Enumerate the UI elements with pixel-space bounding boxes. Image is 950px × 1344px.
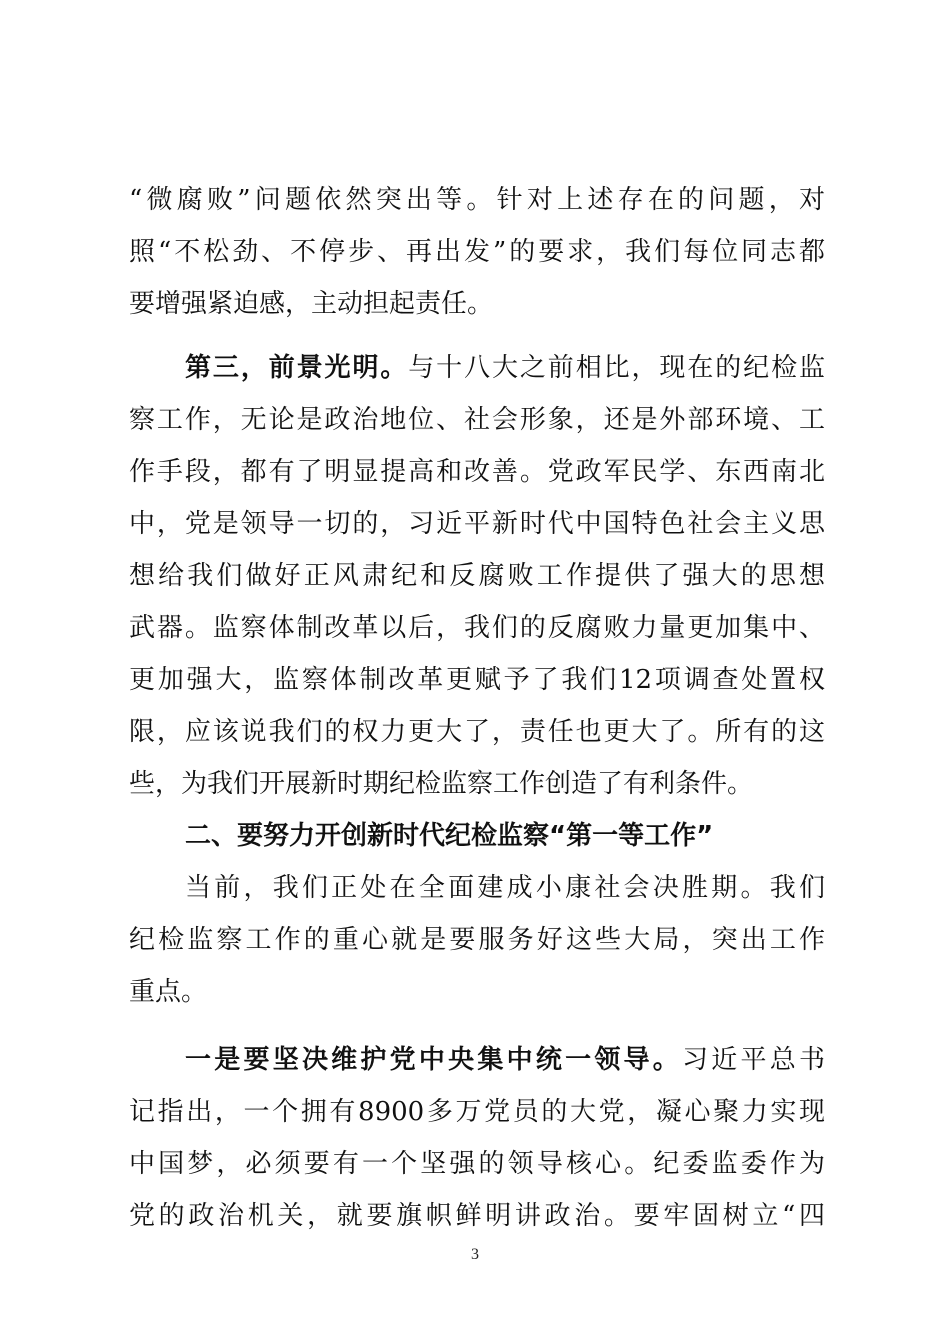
text-line: 察工作，无论是政治地位、社会形象，还是外部环境、工 [129, 405, 825, 435]
document-body [129, 174, 825, 1242]
section-heading: 二、要努力开创新时代纪检监察“第一等工作” [185, 821, 714, 851]
text-line: 纪检监察工作的重心就是要服务好这些大局，突出工作 [129, 925, 825, 955]
text-line: 重点。 [129, 977, 208, 1007]
bold-lead: 一是要坚决维护党中央集中统一领导。 [185, 1045, 683, 1075]
text-line: 作手段，都有了明显提高和改善。党政军民学、东西南北 [129, 457, 825, 487]
text-line: 要增强紧迫感，主动担起责任。 [129, 289, 494, 319]
text-line: 照“不松劲、不停步、再出发”的要求，我们每位同志都 [129, 237, 825, 267]
text-line: 武器。监察体制改革以后，我们的反腐败力量更加集中、 [129, 613, 825, 643]
page-number: 3 [471, 1246, 479, 1263]
text-line: 更加强大，监察体制改革更赋予了我们12项调查处置权 [129, 665, 825, 695]
bold-lead: 第三，前景光明。 [185, 353, 409, 383]
text-span: 习近平总书 [682, 1045, 825, 1075]
paragraph-first-line [129, 342, 825, 394]
text-line: 些，为我们开展新时期纪检监察工作创造了有利条件。 [129, 769, 754, 799]
paragraph-first-line: 当前，我们正处在全面建成小康社会决胜期。我们 [185, 873, 825, 903]
text-line: 党的政治机关，就要旗帜鲜明讲政治。要牢固树立“四 [129, 1201, 825, 1231]
text-line: 限，应该说我们的权力更大了，责任也更大了。所有的这 [129, 717, 825, 747]
text-span: 与十八大之前相比，现在的纪检监 [408, 353, 825, 383]
text-line: “微腐败”问题依然突出等。针对上述存在的问题，对 [129, 185, 825, 215]
text-line: 记指出，一个拥有8900多万党员的大党，凝心聚力实现 [129, 1097, 825, 1127]
paragraph-first-line [129, 1034, 825, 1086]
text-line: 想给我们做好正风肃纪和反腐败工作提供了强大的思想 [129, 561, 825, 591]
text-line: 中，党是领导一切的，习近平新时代中国特色社会主义思 [129, 509, 825, 539]
text-line: 中国梦，必须要有一个坚强的领导核心。纪委监委作为 [129, 1149, 825, 1179]
